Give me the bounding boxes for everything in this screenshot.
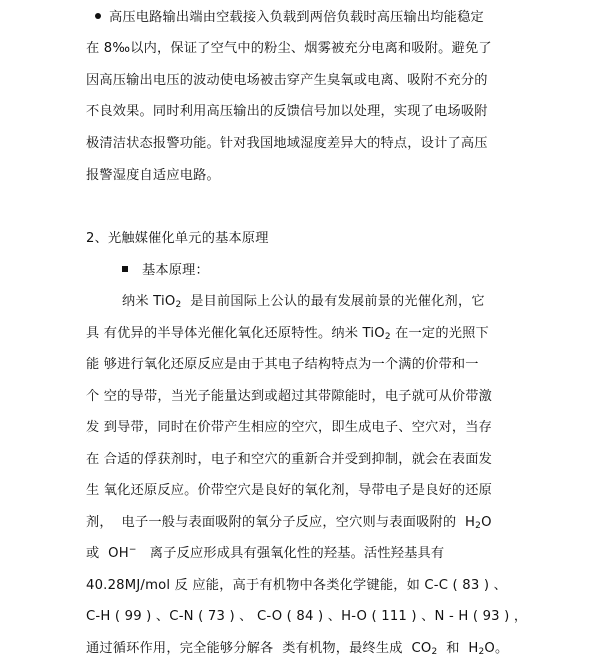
subscript: 2 bbox=[478, 647, 485, 657]
paragraph-line bbox=[86, 544, 516, 564]
paragraph-line: 报警湿度自适应电路。 bbox=[86, 168, 220, 183]
subscript: 2 bbox=[175, 300, 182, 310]
bullet-dot-icon bbox=[95, 13, 101, 19]
text-run: 剂， 电子一般与表面吸附的氧分子反应，空穴则与表面吸附的 H bbox=[86, 515, 476, 530]
paragraph-line bbox=[86, 513, 516, 533]
paragraph-line: 不良效果。同时利用高压输出的反馈信号加以处理，实现了电场吸附 bbox=[86, 104, 488, 119]
text-run: O。 bbox=[484, 641, 509, 656]
text-run: O bbox=[481, 515, 492, 530]
paragraph-line: 生 氧化还原反应。价带空穴是良好的氧化剂，导带电子是良好的还原 bbox=[86, 483, 493, 498]
paragraph-line: 因高压输出电压的波动使电场被击穿产生臭氧或电离、吸附不充分的 bbox=[86, 73, 488, 88]
paragraph-line bbox=[122, 292, 552, 312]
square-bullet-icon bbox=[122, 266, 128, 272]
paragraph-line: 个 空的导带，当光子能量达到或超过其带隙能时，电子就可从价带激 bbox=[86, 389, 493, 404]
paragraph-line: 能 够进行氧化还原反应是由于其电子结构特点为一个满的价带和一 bbox=[86, 357, 479, 372]
bullet-line-text: 高压电路输出端由空载接入负载到两倍负载时高压输出均能稳定 bbox=[109, 10, 484, 25]
text-run: 在一定的光照下 bbox=[390, 326, 489, 341]
paragraph-line: C-H ( 99 ) 、C-N ( 73 ) 、 C-O ( 84 ) 、H-O ( 111 ) 、N - H ( 93 ) ， bbox=[86, 609, 528, 624]
paragraph-line: 在 8‰以内，保证了空气中的粉尘、烟雾被充分电离和吸附。避免了 bbox=[86, 41, 492, 56]
paragraph-line bbox=[86, 324, 516, 344]
text-run: 和 H bbox=[437, 641, 479, 656]
subscript: 2 bbox=[475, 521, 482, 531]
text-run: 通过循环作用，完全能够分解各 类有机物，最终生成 CO bbox=[86, 641, 432, 656]
paragraph-line: 在 合适的俘获剂时，电子和空穴的重新合并受到抑制，就会在表面发 bbox=[86, 452, 493, 467]
paragraph-line: 40.28MJ/mol 反 应能，高于有机物中各类化学键能，如 C-C ( 83 ) 、 bbox=[86, 578, 507, 593]
text-run: 或 OH bbox=[86, 546, 129, 561]
sub-bullet-label: 基本原理： bbox=[142, 263, 209, 278]
sub-bullet-item bbox=[122, 261, 552, 281]
paragraph-line: 极清洁状态报警功能。针对我国地域湿度差异大的特点，设计了高压 bbox=[86, 136, 488, 151]
text-run: 具 有优异的半导体光催化氧化还原特性。纳米 TiO bbox=[86, 326, 385, 341]
section-heading: 2、光触媒催化单元的基本原理 bbox=[86, 231, 269, 246]
text-run: 纳米 TiO bbox=[122, 294, 176, 309]
superscript: − bbox=[128, 545, 137, 555]
subscript: 2 bbox=[384, 332, 391, 342]
text-run: 离子反应形成具有强氧化性的羟基。活性羟基具有 bbox=[136, 546, 445, 561]
paragraph-line: 发 到导带，同时在价带产生相应的空穴，即生成电子、空穴对，当存 bbox=[86, 420, 493, 435]
paragraph-line bbox=[86, 639, 516, 659]
text-run: 是目前国际上公认的最有发展前景的光催化剂，它 bbox=[181, 294, 485, 309]
subscript: 2 bbox=[431, 647, 438, 657]
bullet-paragraph-first-line bbox=[95, 8, 525, 28]
